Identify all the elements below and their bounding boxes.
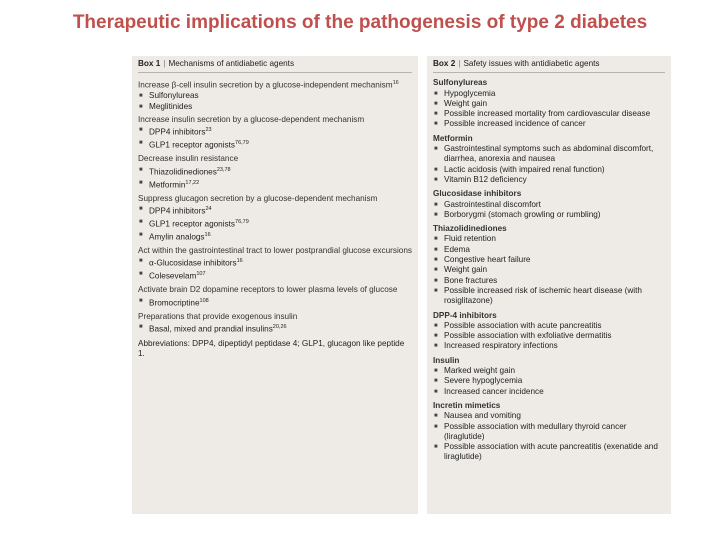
reference-number: 20,26 [272,324,287,331]
safety-group [433,78,665,129]
box2-header: Box 2 | Safety issues with antidiabetic agents [433,59,665,73]
agent-name: Basal, mixed and prandial insulins [149,324,273,334]
agent-item [138,322,412,335]
safety-issue-item: ■ Lactic acidosis (with impaired renal function) [433,165,665,175]
agent-name: DPP4 inhibitors [149,127,206,137]
agent-item [138,178,412,191]
reference-number: 76,79 [235,140,249,147]
agent-item [138,91,412,101]
safety-issue-item: ■ Increased respiratory infections [433,341,665,351]
agent-item [138,269,412,282]
drug-class-heading: Glucosidase inhibitors [433,189,522,199]
agent-name: GLP1 receptor agonists [149,140,236,150]
slide-title: Therapeutic implications of the pathogenesis of type 2 diabetes [72,12,648,33]
reference-number: 16 [392,80,399,87]
safety-group [433,224,665,306]
safety-group [433,189,665,220]
mechanism-group [138,154,412,190]
safety-issue-item: ■ Possible association with acute pancreatitis [433,321,665,331]
safety-issue-item: ■ Bone fractures [433,276,665,286]
agent-name: Sulfonylureas [149,91,199,101]
safety-issue-item: ■ Hypoglycemia [433,89,665,99]
safety-issue-item: ■ Edema [433,245,665,255]
drug-class-heading: Incretin mimetics [433,400,501,410]
safety-group [433,356,665,397]
reference-number: 107 [196,271,206,278]
mechanism-heading-text: Activate brain D2 dopamine receptors to lower plasma levels of glucose [138,285,398,295]
agent-item [138,102,412,112]
mechanism-group [138,194,412,243]
safety-issue-item: ■ Congestive heart failure [433,255,665,265]
reference-number: 24 [205,205,212,212]
agent-item [138,296,412,309]
agent-name: Thiazolidinediones [149,167,217,177]
reference-number: 17,22 [185,179,200,186]
agent-name: Amylin analogs [149,232,205,242]
safety-issue-item: ■ Weight gain [433,265,665,275]
drug-class-heading: Sulfonylureas [433,78,488,88]
mechanism-heading [138,246,412,256]
mechanism-group [138,312,412,335]
drug-class-heading: Insulin [433,355,460,365]
agent-name: Metformin [149,180,186,190]
safety-group [433,401,665,463]
safety-issue-item: ■ Marked weight gain [433,366,665,376]
reference-number: 23,78 [216,166,231,173]
safety-issue-item: ■ Borborygmi (stomach growling or rumbling) [433,210,665,220]
mechanism-heading-text: Act within the gastrointestinal tract to lower postprandial glucose excursions [138,246,412,256]
mechanism-group [138,78,412,112]
drug-class-heading: Metformin [433,133,473,143]
reference-number: 23 [205,127,212,134]
mechanism-heading-text: Suppress glucagon secretion by a glucose-dependent mechanism [138,193,378,203]
agent-item [138,230,412,243]
safety-issue-item: ■ Fluid retention [433,234,665,244]
mechanism-heading-text: Preparations that provide exogenous insulin [138,311,298,321]
safety-issue-item: ■ Gastrointestinal discomfort [433,200,665,210]
mechanism-group [138,115,412,151]
reference-number: 16 [204,232,211,238]
safety-issue-item: ■ Vitamin B12 deficiency [433,175,665,185]
drug-class-heading: Thiazolidinediones [433,224,507,234]
mechanism-heading [138,78,412,91]
abbreviations-note: Abbreviations: DPP4, dipeptidyl peptidase 4; GLP1, glucagon like peptide 1. [138,339,405,359]
safety-issue-item: ■ Nausea and vomiting [433,411,665,421]
mechanism-group [138,285,412,308]
agent-name: Bromocriptine [149,298,200,308]
safety-issue-item: ■ Possible association with exfoliative dermatitis [433,331,665,341]
box2-title: Safety issues with antidiabetic agents [463,59,600,68]
mechanism-heading-text: Increase β-cell insulin secretion by a glucose-independent mechanism [138,81,393,91]
reference-number: 76,79 [235,218,249,225]
safety-issue-item: ■ Possible association with acute pancreatitis (exenatide and liraglutide) [433,442,665,463]
safety-issue-item: ■ Possible increased risk of ischemic heart disease (with rosiglitazone) [433,286,665,307]
box1-label: Box 1 [138,59,161,68]
mechanism-heading-text: Increase insulin secretion by a glucose-dependent mechanism [138,114,365,124]
agent-name: DPP4 inhibitors [149,206,206,216]
mechanism-group [138,246,412,282]
agent-name: α-Glucosidase inhibitors [149,259,237,269]
safety-group [433,134,665,185]
box1-title: Mechanisms of antidiabetic agents [168,59,295,68]
mechanism-heading [138,154,412,164]
safety-issue-item: ■ Severe hypoglycemia [433,376,665,386]
box2-label: Box 2 [433,59,456,68]
safety-issue-item: ■ Possible increased incidence of cancer [433,119,665,129]
agent-item [138,256,412,269]
box2-content [427,78,671,462]
safety-issue-item: ■ Weight gain [433,99,665,109]
agent-item [138,138,412,151]
agent-name: Meglitinides [149,101,193,111]
safety-group [433,311,665,352]
mechanism-heading [138,312,412,322]
agent-item [138,204,412,217]
box-mechanisms [132,56,418,514]
mechanism-heading [138,285,412,295]
mechanism-heading-text: Decrease insulin resistance [138,154,239,164]
safety-issue-item: ■ Possible increased mortality from cardiovascular disease [433,109,665,119]
box1-header: Box 1 | Mechanisms of antidiabetic agents [138,59,412,73]
agent-item [138,165,412,178]
agent-name: GLP1 receptor agonists [149,219,236,229]
mechanism-heading [138,115,412,125]
box1-content [132,78,418,359]
box-safety [427,56,671,514]
drug-class-heading: DPP-4 inhibitors [433,310,497,320]
safety-issue-item: ■ Gastrointestinal symptoms such as abdominal discomfort, diarrhea, anorexia and nausea [433,144,665,165]
safety-issue-item: ■ Increased cancer incidence [433,387,665,397]
agent-item [138,125,412,138]
agent-name: Colesevelam [149,272,197,282]
mechanism-heading [138,194,412,204]
reference-number: 16 [236,258,243,265]
safety-issue-item: ■ Possible association with medullary thyroid cancer (liraglutide) [433,422,665,443]
agent-item [138,217,412,230]
reference-number: 108 [199,297,209,304]
